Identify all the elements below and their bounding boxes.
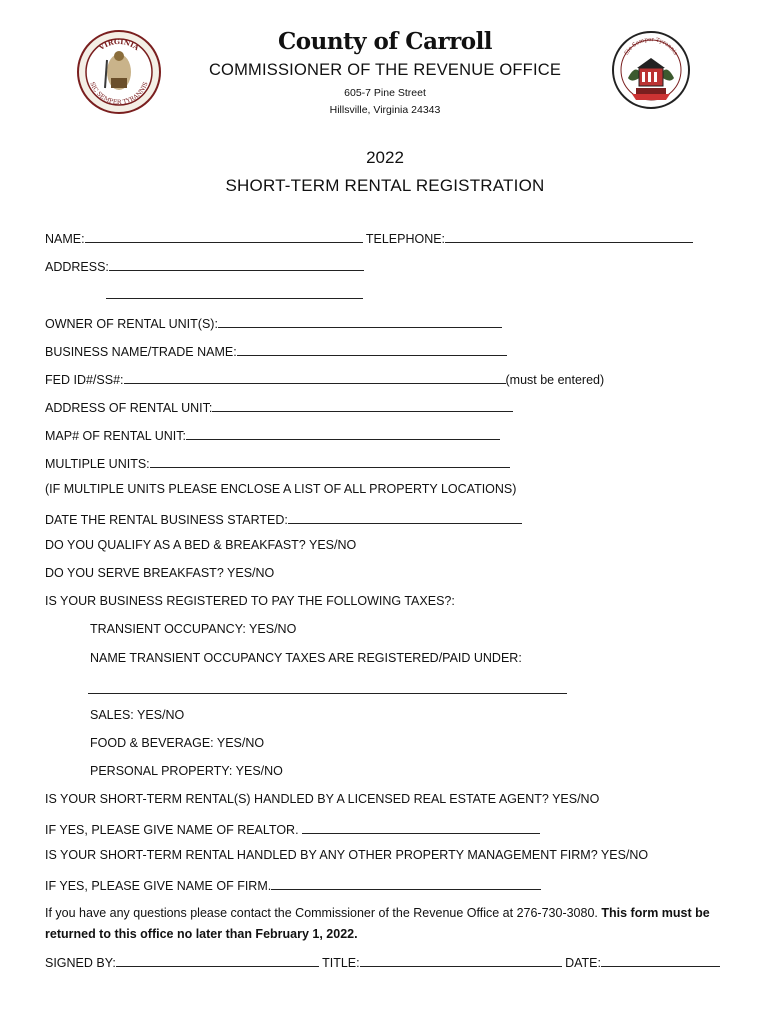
bed-breakfast-question: DO YOU QUALIFY AS A BED & BREAKFAST? YES/NO [45,538,357,552]
signed-by-field[interactable] [116,953,319,967]
address-row [45,257,364,274]
address-field[interactable] [109,257,364,271]
business-name-label: BUSINESS NAME/TRADE NAME: [45,345,237,359]
realtor-name-row [45,820,540,837]
title-label: TITLE: [322,956,360,970]
map-row [45,426,500,443]
multiple-units-row [45,454,510,471]
rental-address-label: ADDRESS OF RENTAL UNIT: [45,401,213,415]
office-name: COMMISSIONER OF THE REVENUE OFFICE [208,61,562,79]
firm-question: IS YOUR SHORT-TERM RENTAL HANDLED BY ANY OTHER PROPERTY MANAGEMENT FIRM? YES/NO [45,848,649,862]
serve-breakfast-question: DO YOU SERVE BREAKFAST? YES/NO [45,566,275,580]
fed-id-note: (must be entered) [505,373,605,387]
address-label: ADDRESS: [45,260,109,274]
name-field[interactable] [85,229,363,243]
personal-property-question: PERSONAL PROPERTY: YES/NO [90,764,283,778]
fed-id-field[interactable] [124,370,506,384]
sales-question: SALES: YES/NO [90,708,185,722]
realtor-name-label: IF YES, PLEASE GIVE NAME OF REALTOR. [45,823,299,837]
address-field-line-2[interactable] [106,298,363,299]
office-street: 605-7 Pine Street [344,87,426,99]
realtor-name-field[interactable] [302,820,540,834]
title-field[interactable] [360,953,562,967]
transient-occupancy-question: TRANSIENT OCCUPANCY: YES/NO [90,622,297,636]
map-field[interactable] [186,426,500,440]
owner-row [45,314,502,331]
telephone-field[interactable] [445,229,693,243]
rental-address-row [45,398,513,415]
multiple-units-field[interactable] [150,454,510,468]
transient-name-field[interactable] [88,693,567,694]
signed-by-label: SIGNED BY: [45,956,116,970]
owner-field[interactable] [218,314,502,328]
multiple-units-note: (IF MULTIPLE UNITS PLEASE ENCLOSE A LIST OF ALL PROPERTY LOCATIONS) [45,482,517,496]
business-name-field[interactable] [237,342,507,356]
seal-right-motto: Sic Semper Tyrannis [623,36,679,57]
name-label: NAME: [45,232,85,246]
office-city: Hillsville, Virginia 24343 [329,104,441,116]
date-started-field[interactable] [288,510,522,524]
form-year: 2022 [366,148,404,167]
multiple-units-label: MULTIPLE UNITS: [45,457,150,471]
business-name-row [45,342,507,359]
county-name: County of Carroll [277,28,493,55]
firm-name-field[interactable] [271,876,541,890]
signature-row [45,953,720,970]
transient-name-label: NAME TRANSIENT OCCUPANCY TAXES ARE REGISTERED/PAID UNDER: [90,651,522,665]
name-row [45,229,693,246]
map-label: MAP# OF RENTAL UNIT: [45,429,186,443]
seal-left-top: VIRGINIA [97,36,141,53]
taxes-question: IS YOUR BUSINESS REGISTERED TO PAY THE FOLLOWING TAXES?: [45,594,455,608]
seal-left-bottom: SIC SEMPER TYRANNIS [88,80,150,107]
rental-address-field[interactable] [212,398,513,412]
owner-label: OWNER OF RENTAL UNIT(S): [45,317,218,331]
food-beverage-question: FOOD & BEVERAGE: YES/NO [90,736,265,750]
date-started-label: DATE THE RENTAL BUSINESS STARTED: [45,513,288,527]
date-label: DATE: [565,956,601,970]
fed-id-row [45,370,604,387]
contact-note-text: If you have any questions please contact the Commissioner of the Revenue Office at 276-730-3080. [45,906,598,920]
return-deadline-note: This form must be returned to this office no later than February 1, 2022. [45,906,710,941]
contact-note [45,903,730,945]
fed-id-label: FED ID#/SS#: [45,373,124,387]
date-field[interactable] [601,953,720,967]
date-started-row [45,510,522,527]
telephone-label: TELEPHONE: [365,232,446,246]
firm-name-label: IF YES, PLEASE GIVE NAME OF FIRM. [45,879,272,893]
realtor-question: IS YOUR SHORT-TERM RENTAL(S) HANDLED BY A LICENSED REAL ESTATE AGENT? YES/NO [45,792,600,806]
firm-name-row [45,876,541,893]
form-title: SHORT-TERM RENTAL REGISTRATION [225,176,545,195]
